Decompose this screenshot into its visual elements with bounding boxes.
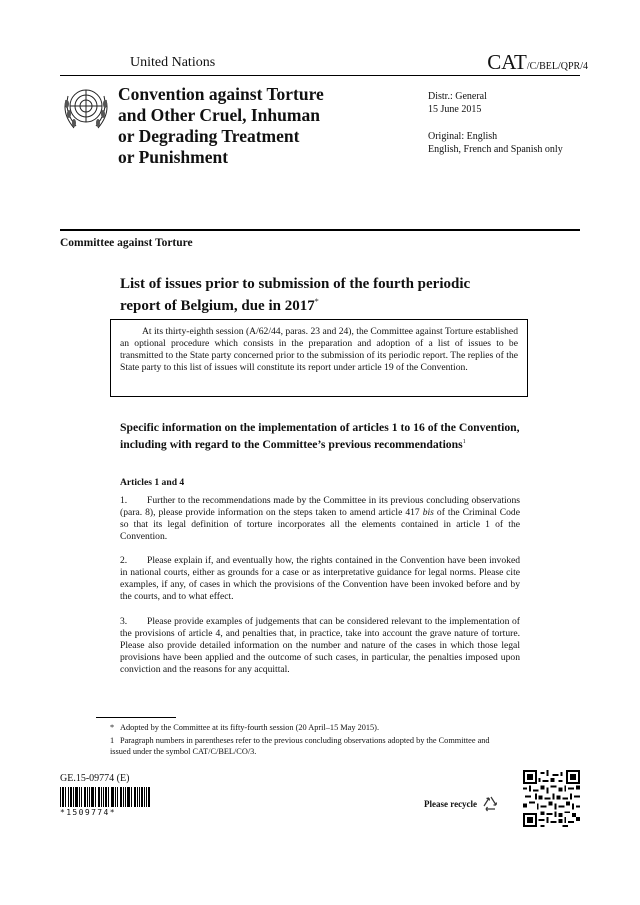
paragraph-italic: bis (422, 507, 434, 518)
distribution-label: Distr.: General (428, 91, 487, 102)
original-language: Original: English (428, 131, 498, 142)
convention-title-line: or Punishment (118, 147, 229, 167)
articles-subheading: Articles 1 and 4 (120, 477, 185, 488)
symbol-main: CAT (487, 50, 527, 74)
convention-title (118, 84, 388, 168)
footnote-text: Adopted by the Committee at its fifty-fourth session (20 April–15 May 2015). (120, 723, 380, 732)
footnote-text: Paragraph numbers in parentheses refer to the previous concluding observations adopted by the Committee and issued under the symbol CAT/C/BEL/CO/3. (110, 736, 490, 756)
footnote (110, 723, 510, 734)
paragraph-number: 3. (120, 616, 128, 627)
paragraph-number: 2. (120, 555, 128, 566)
job-number: GE.15-09774 (E) (60, 773, 130, 784)
title-line-2: report of Belgium, due in 2017 (120, 298, 315, 314)
footnote-rule (96, 717, 176, 718)
paragraph (120, 555, 520, 603)
convention-title-line: and Other Cruel, Inhuman (118, 105, 320, 125)
un-emblem-icon (60, 82, 112, 134)
language-block (428, 130, 563, 156)
paragraph-text-end: of the Criminal Code so that its legal definition of torture incorporates all the elements contained in article 1 of the Convention. (120, 507, 520, 542)
committee-name: Committee against Torture (60, 237, 193, 249)
document-title (120, 276, 520, 315)
title-footnote-mark: * (314, 297, 319, 306)
barcode-digits: *1509774* (60, 808, 116, 817)
title-line-1: List of issues prior to submission of the fourth periodic (120, 276, 471, 292)
footnote (110, 736, 510, 757)
issue-date: 15 June 2015 (428, 104, 482, 115)
recycle-icon (481, 795, 501, 813)
recycle-note (424, 795, 501, 813)
paragraph-text: Please explain if, and eventually how, the rights contained in the Convention have been invoked in national courts, either as grounds for a case or as interpretative guidance for legal norms. Please cite examples, if any, of cases in which the provisions of the Convention have been invoked before and by the courts, and to what effect. (120, 555, 520, 602)
intro-paragraph: At its thirty-eighth session (A/62/44, paras. 23 and 24), the Committee against Torture established an optional procedure which consists in the preparation and adoption of a list of issues to be transmitted to the State party concerned prior to the submission of its periodic report. The replies of the State party to this list of issues will constitute its report under article 19 of the Convention. (120, 326, 518, 373)
distribution-block (428, 90, 487, 116)
document-symbol (487, 50, 588, 75)
convention-title-line: or Degrading Treatment (118, 126, 300, 146)
paragraph-text: Please provide examples of judgements that can be considered relevant to the implementation of the provisions of article 4, and penalties that, in practice, take into account the grave nature of torture. Please also provide detailed information on the number and nature of the cases in which those legal provisions have been applied and the outcome of such cases, in particular, the penalties imposed upon conviction and the reasons for any acquittal. (120, 616, 520, 675)
footnote-mark: * (110, 723, 115, 732)
convention-title-line: Convention against Torture (118, 84, 324, 104)
section-heading-text: Specific information on the implementation of articles 1 to 16 of the Convention, including with regard to the Committee’s previous recommendations (120, 421, 520, 451)
thick-rule (60, 229, 580, 231)
paragraph-text: Further to the recommendations made by the Committee in its previous concluding observations (para. 8), please provide information on the steps taken to amend article 417 (120, 495, 520, 518)
section-footnote-mark: 1 (462, 439, 466, 445)
recycle-text: Please recycle (424, 799, 478, 809)
barcode-icon (60, 787, 150, 807)
qr-code-icon (523, 770, 580, 827)
intro-text (120, 326, 518, 374)
paragraph-number: 1. (120, 495, 128, 506)
organization-name: United Nations (130, 55, 216, 70)
available-languages: English, French and Spanish only (428, 144, 563, 155)
paragraph (120, 616, 520, 676)
footnote-mark: 1 (110, 736, 115, 745)
section-heading (120, 420, 520, 452)
header-rule (60, 75, 580, 76)
paragraph (120, 495, 520, 543)
symbol-rest: /C/BEL/QPR/4 (526, 61, 588, 72)
